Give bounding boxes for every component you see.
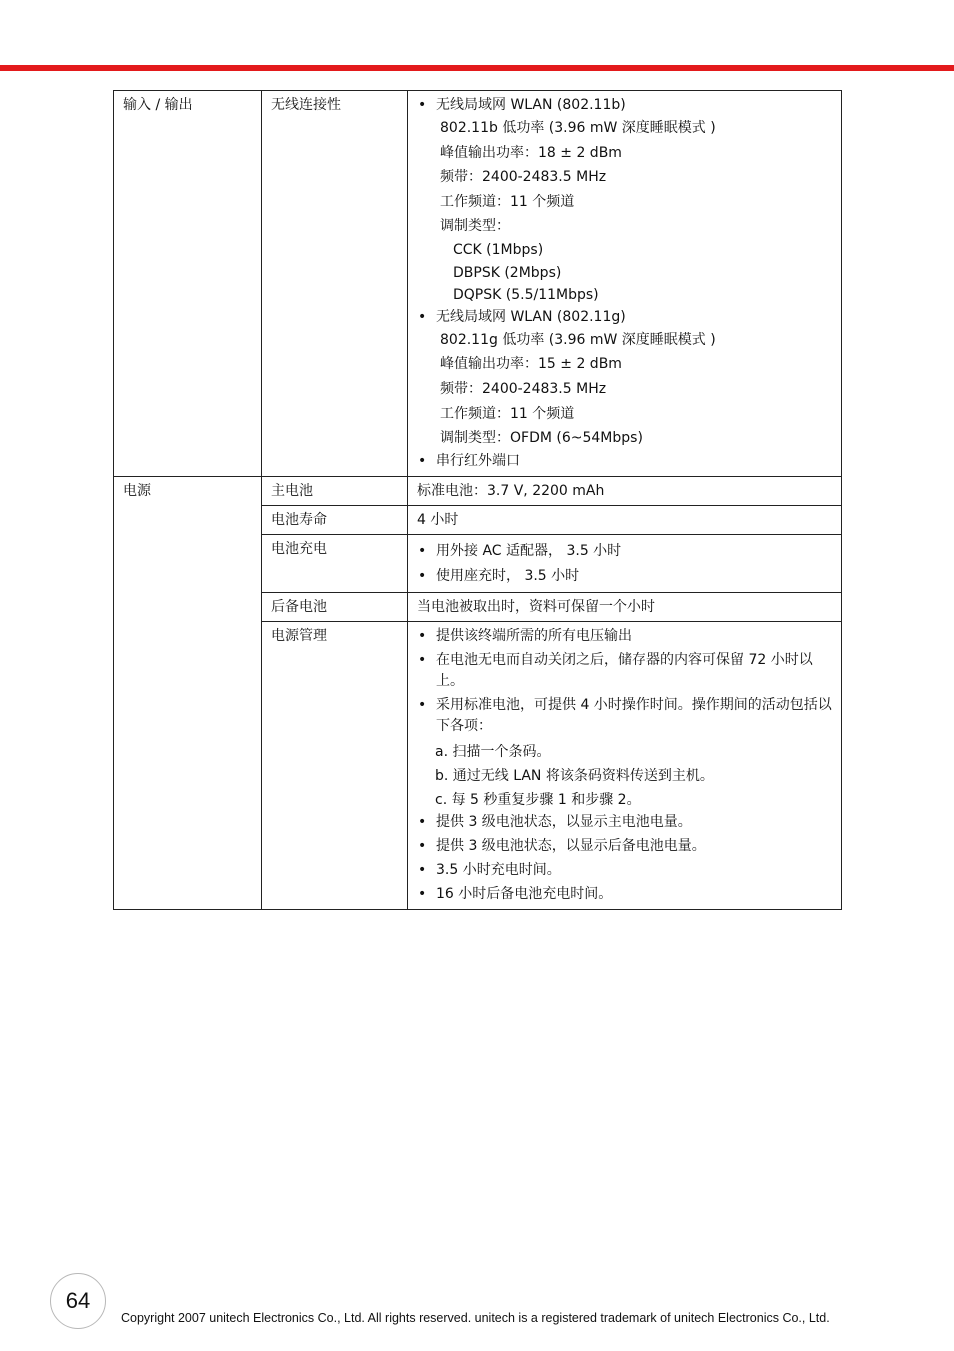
list-item: • 在电池无电而自动关闭之后，储存器的内容可保留 72 小时以上。	[417, 650, 832, 692]
modulation-line: DBPSK (2Mbps)	[453, 264, 562, 281]
spec-line: 工作频道：11 个频道	[440, 193, 575, 210]
step-line: b. 通过无线 LAN 将该条码资料传送到主机。	[435, 767, 714, 784]
value-cell: 当电池被取出时，资料可保留一个小时	[408, 592, 842, 621]
spec-table	[113, 90, 842, 910]
list-item: • 3.5 小时充电时间。	[417, 860, 832, 881]
spec-line: 802.11g 低功率 (3.96 mW 深度睡眠模式 )	[440, 331, 716, 348]
list-item: • 提供 3 级电池状态，以显示后备电池电量。	[417, 836, 832, 857]
spec-line: 频带：2400-2483.5 MHz	[440, 169, 607, 186]
list-item: • 提供该终端所需的所有电压输出	[417, 626, 832, 647]
value-cell	[408, 91, 842, 477]
table-row	[114, 476, 842, 505]
list-item: • 串行红外端口	[417, 451, 832, 472]
item-cell: 电池寿命	[262, 505, 408, 534]
copyright-notice: Copyright 2007 unitech Electronics Co., Ltd. All rights reserved. unitech is a registered trademark of unitech Electronics Co., Ltd.	[121, 1311, 830, 1325]
item-cell: 主电池	[262, 476, 408, 505]
spec-line: 频带：2400-2483.5 MHz	[440, 380, 607, 397]
step-line: a. 扫描一个条码。	[435, 743, 551, 760]
spec-line: 802.11b 低功率 (3.96 mW 深度睡眠模式 )	[440, 120, 716, 136]
spec-line: 工作频道：11 个频道	[440, 405, 575, 422]
value-cell	[408, 621, 842, 909]
spec-line: 峰值输出功率：15 ± 2 dBm	[440, 356, 622, 373]
header-accent-bar	[0, 65, 954, 71]
list-item: • 无线局域网 WLAN (802.11g)	[417, 307, 832, 328]
list-item: • 用外接 AC 适配器， 3.5 小时	[417, 539, 832, 563]
modulation-line: CCK (1Mbps)	[453, 241, 544, 258]
category-cell: 输入 / 输出	[114, 91, 262, 477]
spec-line: 峰值输出功率：18 ± 2 dBm	[440, 144, 622, 161]
page-number: 64	[50, 1273, 106, 1329]
step-line: c. 每 5 秒重复步骤 1 和步骤 2。	[435, 791, 641, 808]
item-cell: 电源管理	[262, 621, 408, 909]
value-cell: 4 小时	[408, 505, 842, 534]
item-cell: 无线连接性	[262, 91, 408, 477]
table-row	[114, 91, 842, 477]
item-cell: 后备电池	[262, 592, 408, 621]
list-item: • 16 小时后备电池充电时间。	[417, 884, 832, 905]
spec-line: 调制类型：OFDM (6~54Mbps)	[440, 430, 643, 447]
list-item: • 无线局域网 WLAN (802.11b)	[417, 95, 832, 116]
list-item: • 采用标准电池，可提供 4 小时操作时间。操作期间的活动包括以下各项：	[417, 695, 832, 737]
list-item: • 使用座充时， 3.5 小时	[417, 564, 832, 588]
list-item: • 提供 3 级电池状态，以显示主电池电量。	[417, 812, 832, 833]
modulation-line: DQPSK (5.5/11Mbps)	[453, 287, 599, 304]
category-cell: 电源	[114, 476, 262, 909]
spec-line: 调制类型：	[440, 218, 510, 235]
value-cell: 标准电池：3.7 V, 2200 mAh	[408, 476, 842, 505]
item-cell: 电池充电	[262, 534, 408, 592]
value-cell	[408, 534, 842, 592]
